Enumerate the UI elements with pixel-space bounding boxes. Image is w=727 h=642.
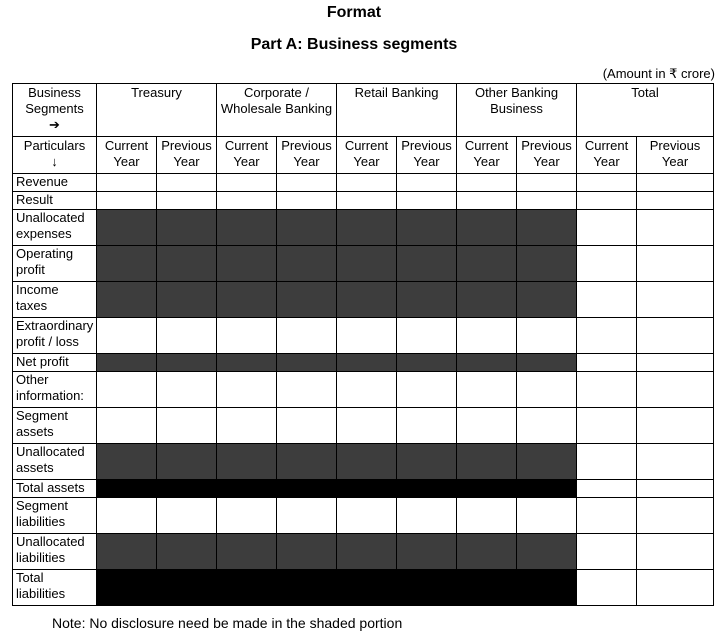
shaded-cell	[277, 354, 337, 372]
data-cell	[517, 408, 577, 444]
shaded-cell	[277, 282, 337, 318]
shaded-cell	[97, 354, 157, 372]
business-segments-table	[12, 83, 714, 606]
shaded-cell	[457, 354, 517, 372]
row-label: Net profit	[13, 354, 97, 372]
shaded-cell	[457, 282, 517, 318]
table-row	[13, 408, 714, 444]
data-cell	[637, 210, 714, 246]
data-cell	[637, 192, 714, 210]
data-cell	[577, 192, 637, 210]
data-cell	[217, 318, 277, 354]
data-cell	[397, 318, 457, 354]
data-cell	[157, 408, 217, 444]
shaded-cell	[517, 246, 577, 282]
shaded-cell	[337, 354, 397, 372]
data-cell	[637, 408, 714, 444]
shaded-cell	[457, 480, 517, 498]
data-cell	[637, 282, 714, 318]
table-row	[13, 318, 714, 354]
shaded-cell	[397, 480, 457, 498]
shaded-cell	[457, 246, 517, 282]
data-cell	[337, 408, 397, 444]
data-cell	[577, 282, 637, 318]
shaded-cell	[277, 570, 337, 606]
data-cell	[577, 444, 637, 480]
shaded-cell	[277, 444, 337, 480]
data-cell	[577, 480, 637, 498]
shaded-cell	[517, 210, 577, 246]
corner-particulars	[13, 137, 97, 174]
shaded-cell	[397, 210, 457, 246]
data-cell	[637, 354, 714, 372]
shaded-cell	[217, 210, 277, 246]
table-row	[13, 246, 714, 282]
shaded-cell	[397, 444, 457, 480]
data-cell	[397, 192, 457, 210]
table-row	[13, 444, 714, 480]
shaded-cell	[397, 534, 457, 570]
data-cell	[457, 372, 517, 408]
row-label: Unallocated expenses	[13, 210, 97, 246]
data-cell	[337, 372, 397, 408]
data-cell	[637, 174, 714, 192]
data-cell	[577, 570, 637, 606]
previous-year-header: Previous Year	[157, 137, 217, 174]
shaded-cell	[217, 246, 277, 282]
part-a-heading: Part A: Business segments	[250, 36, 458, 53]
data-cell	[577, 408, 637, 444]
data-cell	[637, 480, 714, 498]
data-cell	[217, 174, 277, 192]
shaded-cell	[337, 534, 397, 570]
data-cell	[457, 174, 517, 192]
previous-year-header: Previous Year	[277, 137, 337, 174]
previous-year-header: Previous Year	[397, 137, 457, 174]
data-cell	[517, 318, 577, 354]
shaded-cell	[337, 570, 397, 606]
data-cell	[337, 174, 397, 192]
shaded-cell	[157, 354, 217, 372]
shaded-cell	[157, 570, 217, 606]
table-row	[13, 282, 714, 318]
shaded-cell	[277, 480, 337, 498]
data-cell	[517, 372, 577, 408]
data-cell	[277, 192, 337, 210]
shaded-cell	[397, 246, 457, 282]
data-cell	[397, 174, 457, 192]
data-cell	[157, 498, 217, 534]
data-cell	[577, 210, 637, 246]
data-cell	[97, 192, 157, 210]
arrow-right-icon: ➔	[49, 117, 60, 132]
shaded-cell	[517, 480, 577, 498]
shaded-cell	[157, 444, 217, 480]
data-cell	[457, 408, 517, 444]
data-cell	[637, 372, 714, 408]
data-cell	[337, 318, 397, 354]
table-row	[13, 534, 714, 570]
table-row	[13, 480, 714, 498]
row-label: Total liabilities	[13, 570, 97, 606]
shaded-cell	[157, 210, 217, 246]
shaded-cell	[157, 534, 217, 570]
current-year-header: Current Year	[97, 137, 157, 174]
previous-year-header: Previous Year	[517, 137, 577, 174]
corner-bottom-label: Particulars	[23, 138, 86, 153]
shaded-cell	[217, 570, 277, 606]
data-cell	[157, 174, 217, 192]
shaded-cell	[277, 210, 337, 246]
data-cell	[637, 498, 714, 534]
year-header-row	[13, 137, 714, 174]
shaded-cell	[97, 570, 157, 606]
data-cell	[637, 444, 714, 480]
data-cell	[577, 174, 637, 192]
shaded-cell	[277, 534, 337, 570]
row-label: Unallocated liabilities	[13, 534, 97, 570]
table-row	[13, 354, 714, 372]
shaded-cell	[397, 354, 457, 372]
shading-note: Note: No disclosure need be made in the shaded portion	[52, 615, 403, 631]
data-cell	[97, 498, 157, 534]
segment-header: Corporate / Wholesale Banking	[217, 84, 337, 137]
data-cell	[217, 192, 277, 210]
row-label: Result	[13, 192, 97, 210]
data-cell	[577, 498, 637, 534]
data-cell	[217, 408, 277, 444]
shaded-cell	[217, 444, 277, 480]
shaded-cell	[97, 534, 157, 570]
data-cell	[457, 192, 517, 210]
shaded-cell	[217, 534, 277, 570]
shaded-cell	[337, 444, 397, 480]
data-cell	[397, 372, 457, 408]
row-label: Extraordinary profit / loss	[13, 318, 97, 354]
data-cell	[457, 318, 517, 354]
shaded-cell	[517, 282, 577, 318]
table-row	[13, 192, 714, 210]
segment-header: Total	[577, 84, 714, 137]
row-label: Operating profit	[13, 246, 97, 282]
shaded-cell	[217, 282, 277, 318]
shaded-cell	[517, 354, 577, 372]
corner-top-label: Business Segments	[25, 85, 84, 116]
previous-year-header: Previous Year	[637, 137, 714, 174]
amount-unit-note: (Amount in ₹ crore)	[602, 66, 715, 81]
data-cell	[517, 192, 577, 210]
shaded-cell	[337, 282, 397, 318]
shaded-cell	[517, 444, 577, 480]
shaded-cell	[217, 480, 277, 498]
shaded-cell	[397, 282, 457, 318]
shaded-cell	[337, 246, 397, 282]
shaded-cell	[457, 534, 517, 570]
data-cell	[637, 570, 714, 606]
row-label: Income taxes	[13, 282, 97, 318]
data-cell	[277, 408, 337, 444]
data-cell	[97, 174, 157, 192]
data-cell	[337, 498, 397, 534]
data-cell	[637, 246, 714, 282]
shaded-cell	[277, 246, 337, 282]
data-cell	[577, 246, 637, 282]
current-year-header: Current Year	[337, 137, 397, 174]
data-cell	[157, 192, 217, 210]
data-cell	[97, 372, 157, 408]
shaded-cell	[337, 210, 397, 246]
shaded-cell	[157, 282, 217, 318]
segment-header: Other Banking Business	[457, 84, 577, 137]
data-cell	[277, 174, 337, 192]
data-cell	[577, 372, 637, 408]
data-cell	[517, 174, 577, 192]
row-label: Segment assets	[13, 408, 97, 444]
data-cell	[277, 318, 337, 354]
segment-header: Treasury	[97, 84, 217, 137]
table-row	[13, 372, 714, 408]
shaded-cell	[157, 480, 217, 498]
data-cell	[397, 498, 457, 534]
data-cell	[577, 318, 637, 354]
row-label: Total assets	[13, 480, 97, 498]
data-cell	[637, 534, 714, 570]
row-label: Unallocated assets	[13, 444, 97, 480]
data-cell	[397, 408, 457, 444]
segment-header: Retail Banking	[337, 84, 457, 137]
shaded-cell	[457, 210, 517, 246]
data-cell	[217, 498, 277, 534]
data-cell	[97, 318, 157, 354]
data-cell	[577, 354, 637, 372]
shaded-cell	[457, 444, 517, 480]
data-cell	[637, 318, 714, 354]
current-year-header: Current Year	[457, 137, 517, 174]
current-year-header: Current Year	[217, 137, 277, 174]
shaded-cell	[97, 246, 157, 282]
row-label: Segment liabilities	[13, 498, 97, 534]
table-row	[13, 210, 714, 246]
shaded-cell	[337, 480, 397, 498]
table-row	[13, 570, 714, 606]
data-cell	[97, 408, 157, 444]
data-cell	[217, 372, 277, 408]
table-row	[13, 174, 714, 192]
format-title: Format	[326, 4, 382, 21]
data-cell	[577, 534, 637, 570]
shaded-cell	[457, 570, 517, 606]
segment-header-row	[13, 84, 714, 137]
data-cell	[457, 498, 517, 534]
data-cell	[277, 498, 337, 534]
shaded-cell	[397, 570, 457, 606]
arrow-down-icon: ↓	[51, 154, 58, 169]
table-row	[13, 498, 714, 534]
shaded-cell	[97, 210, 157, 246]
data-cell	[157, 372, 217, 408]
shaded-cell	[97, 444, 157, 480]
shaded-cell	[97, 480, 157, 498]
data-cell	[157, 318, 217, 354]
data-cell	[337, 192, 397, 210]
shaded-cell	[217, 354, 277, 372]
row-label: Other information:	[13, 372, 97, 408]
data-cell	[517, 498, 577, 534]
current-year-header: Current Year	[577, 137, 637, 174]
corner-business-segments	[13, 84, 97, 137]
shaded-cell	[97, 282, 157, 318]
shaded-cell	[157, 246, 217, 282]
shaded-cell	[517, 534, 577, 570]
row-label: Revenue	[13, 174, 97, 192]
shaded-cell	[517, 570, 577, 606]
data-cell	[277, 372, 337, 408]
